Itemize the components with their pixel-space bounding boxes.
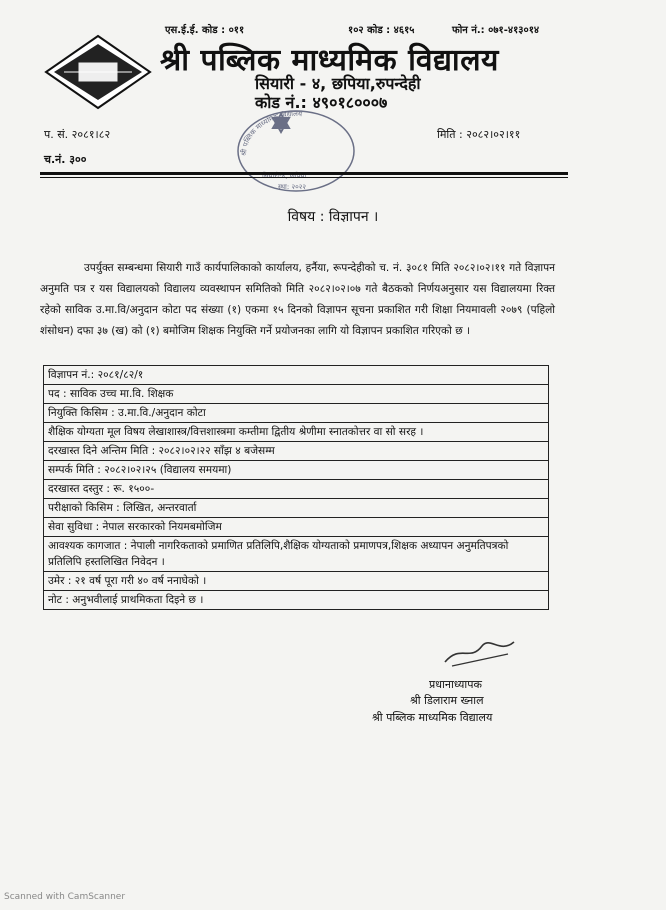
svg-text:श्री पब्लिक माध्यमिक विद्यालय xyxy=(239,110,303,157)
details-row xyxy=(44,499,549,518)
details-cell: परीक्षाको किसिम : लिखित, अन्तरवार्ता xyxy=(44,499,549,518)
details-row xyxy=(44,385,549,404)
details-row xyxy=(44,442,549,461)
header-date: मिति : २०८२।०२।११ xyxy=(437,128,521,141)
details-row xyxy=(44,591,549,610)
school-address: सियारी - ४, छपिया,रुपन्देही xyxy=(255,74,421,93)
school-logo xyxy=(44,34,152,110)
seal-text-address: सियारी-४, छपिया xyxy=(262,172,307,180)
details-row xyxy=(44,366,549,385)
details-cell: उमेर : २१ वर्ष पूरा गरी ४० वर्ष ननाघेको । xyxy=(44,572,549,591)
details-row xyxy=(44,537,549,572)
body-paragraph: उपर्युक्त सम्बन्धमा सियारी गाउँ कार्यपालिकाको कार्यालय, हर्नैया, रूपन्देहीको च. नं. ३०८१ मिति २०८२।०२।११ गते विज्ञापन अनुमति पत्र र यस विद्यालयको विद्यालय व्यवस्थापन समितिको मिति २०८२।०२।०७ गते बैठकको निर्णयअनुसार यस विद्यालयमा रिक्त रहेको साविक उ.मा.वि/अनुदान कोटा पद संख्या (१) एकमा १५ दिनको विज्ञापन सूचना प्रकाशित गरी शिक्षा नियमावली २०७९ (पहिलो शंसोधन) दफा ३७ (ख) को (१) बमोजिम शिक्षक नियुक्ति गर्ने प्रयोजनका लागि यो विज्ञापन प्रकाशित गरिएको छ । xyxy=(40,262,555,337)
details-row xyxy=(44,404,549,423)
signature-name: श्री डिलाराम ख्नाल xyxy=(410,694,484,707)
details-row xyxy=(44,423,549,442)
header-rule-bottom xyxy=(40,177,568,178)
details-cell: पद : साविक उच्च मा.वि. शिक्षक xyxy=(44,385,549,404)
phone-number: फोन नं.: ०७१-४१३०१४ xyxy=(452,25,540,36)
details-cell: दरखास्त दिने अन्तिम मिति : २०८२।०२।२२ साँझ ४ बजेसम्म xyxy=(44,442,549,461)
code-102: १०२ कोड : ४६१५ xyxy=(348,25,415,36)
school-code: कोड नं.: ४९०१८०००७ xyxy=(255,93,388,112)
seal-text-school: श्री पब्लिक माध्यमिक विद्यालय xyxy=(239,109,303,157)
dispatch-number: च.नं. ३०० xyxy=(44,153,87,166)
signature-mark xyxy=(440,632,520,672)
school-seal xyxy=(226,96,366,196)
reference-number: प. सं. २०८१।८२ xyxy=(44,128,111,141)
details-cell: नियुक्ति किसिम : उ.मा.वि./अनुदान कोटा xyxy=(44,404,549,423)
see-code: एस.ई.ई. कोड : ०११ xyxy=(165,25,245,36)
details-row xyxy=(44,480,549,499)
details-cell: नोट : अनुभवीलाई प्राथमिकता दिइने छ । xyxy=(44,591,549,610)
details-cell: सेवा सुविधा : नेपाल सरकारको नियमबमोजिम xyxy=(44,518,549,537)
scanner-watermark: Scanned with CamScanner xyxy=(4,892,126,902)
details-row xyxy=(44,461,549,480)
details-row xyxy=(44,518,549,537)
details-cell: आवश्यक कागजात : नेपाली नागरिकताको प्रमाणित प्रतिलिपि,शैक्षिक योग्यताको प्रमाणपत्र,शिक्षक अध्यापन अनुमतिपत्रको प्रतिलिपि हस्तलिखित निवेदन । xyxy=(44,537,549,572)
subject-line: विषय : विज्ञापन । xyxy=(287,209,379,225)
signature-school: श्री पब्लिक माध्यमिक विद्यालय xyxy=(372,711,493,724)
header-rule-top xyxy=(40,172,568,175)
details-cell: शैक्षिक योग्यता मूल विषय लेखाशास्त्र/वित्तशास्त्रमा कम्तीमा द्वितीय श्रेणीमा स्नातकोत्तर वा सो सरह । xyxy=(44,423,549,442)
signature-title: प्रधानाध्यापक xyxy=(429,678,482,691)
details-table xyxy=(43,365,549,610)
details-row xyxy=(44,572,549,591)
details-cell: सम्पर्क मिति : २०८२।०२।२५ (विद्यालय समयमा) xyxy=(44,461,549,480)
school-name: श्री पब्लिक माध्यमिक विद्यालय xyxy=(160,43,499,78)
details-cell: विज्ञापन नं.: २०८१/८२/१ xyxy=(44,366,549,385)
seal-text-established: स्था: २०२२ xyxy=(278,183,307,191)
details-cell: दरखास्त दस्तुर : रू. १५००- xyxy=(44,480,549,499)
